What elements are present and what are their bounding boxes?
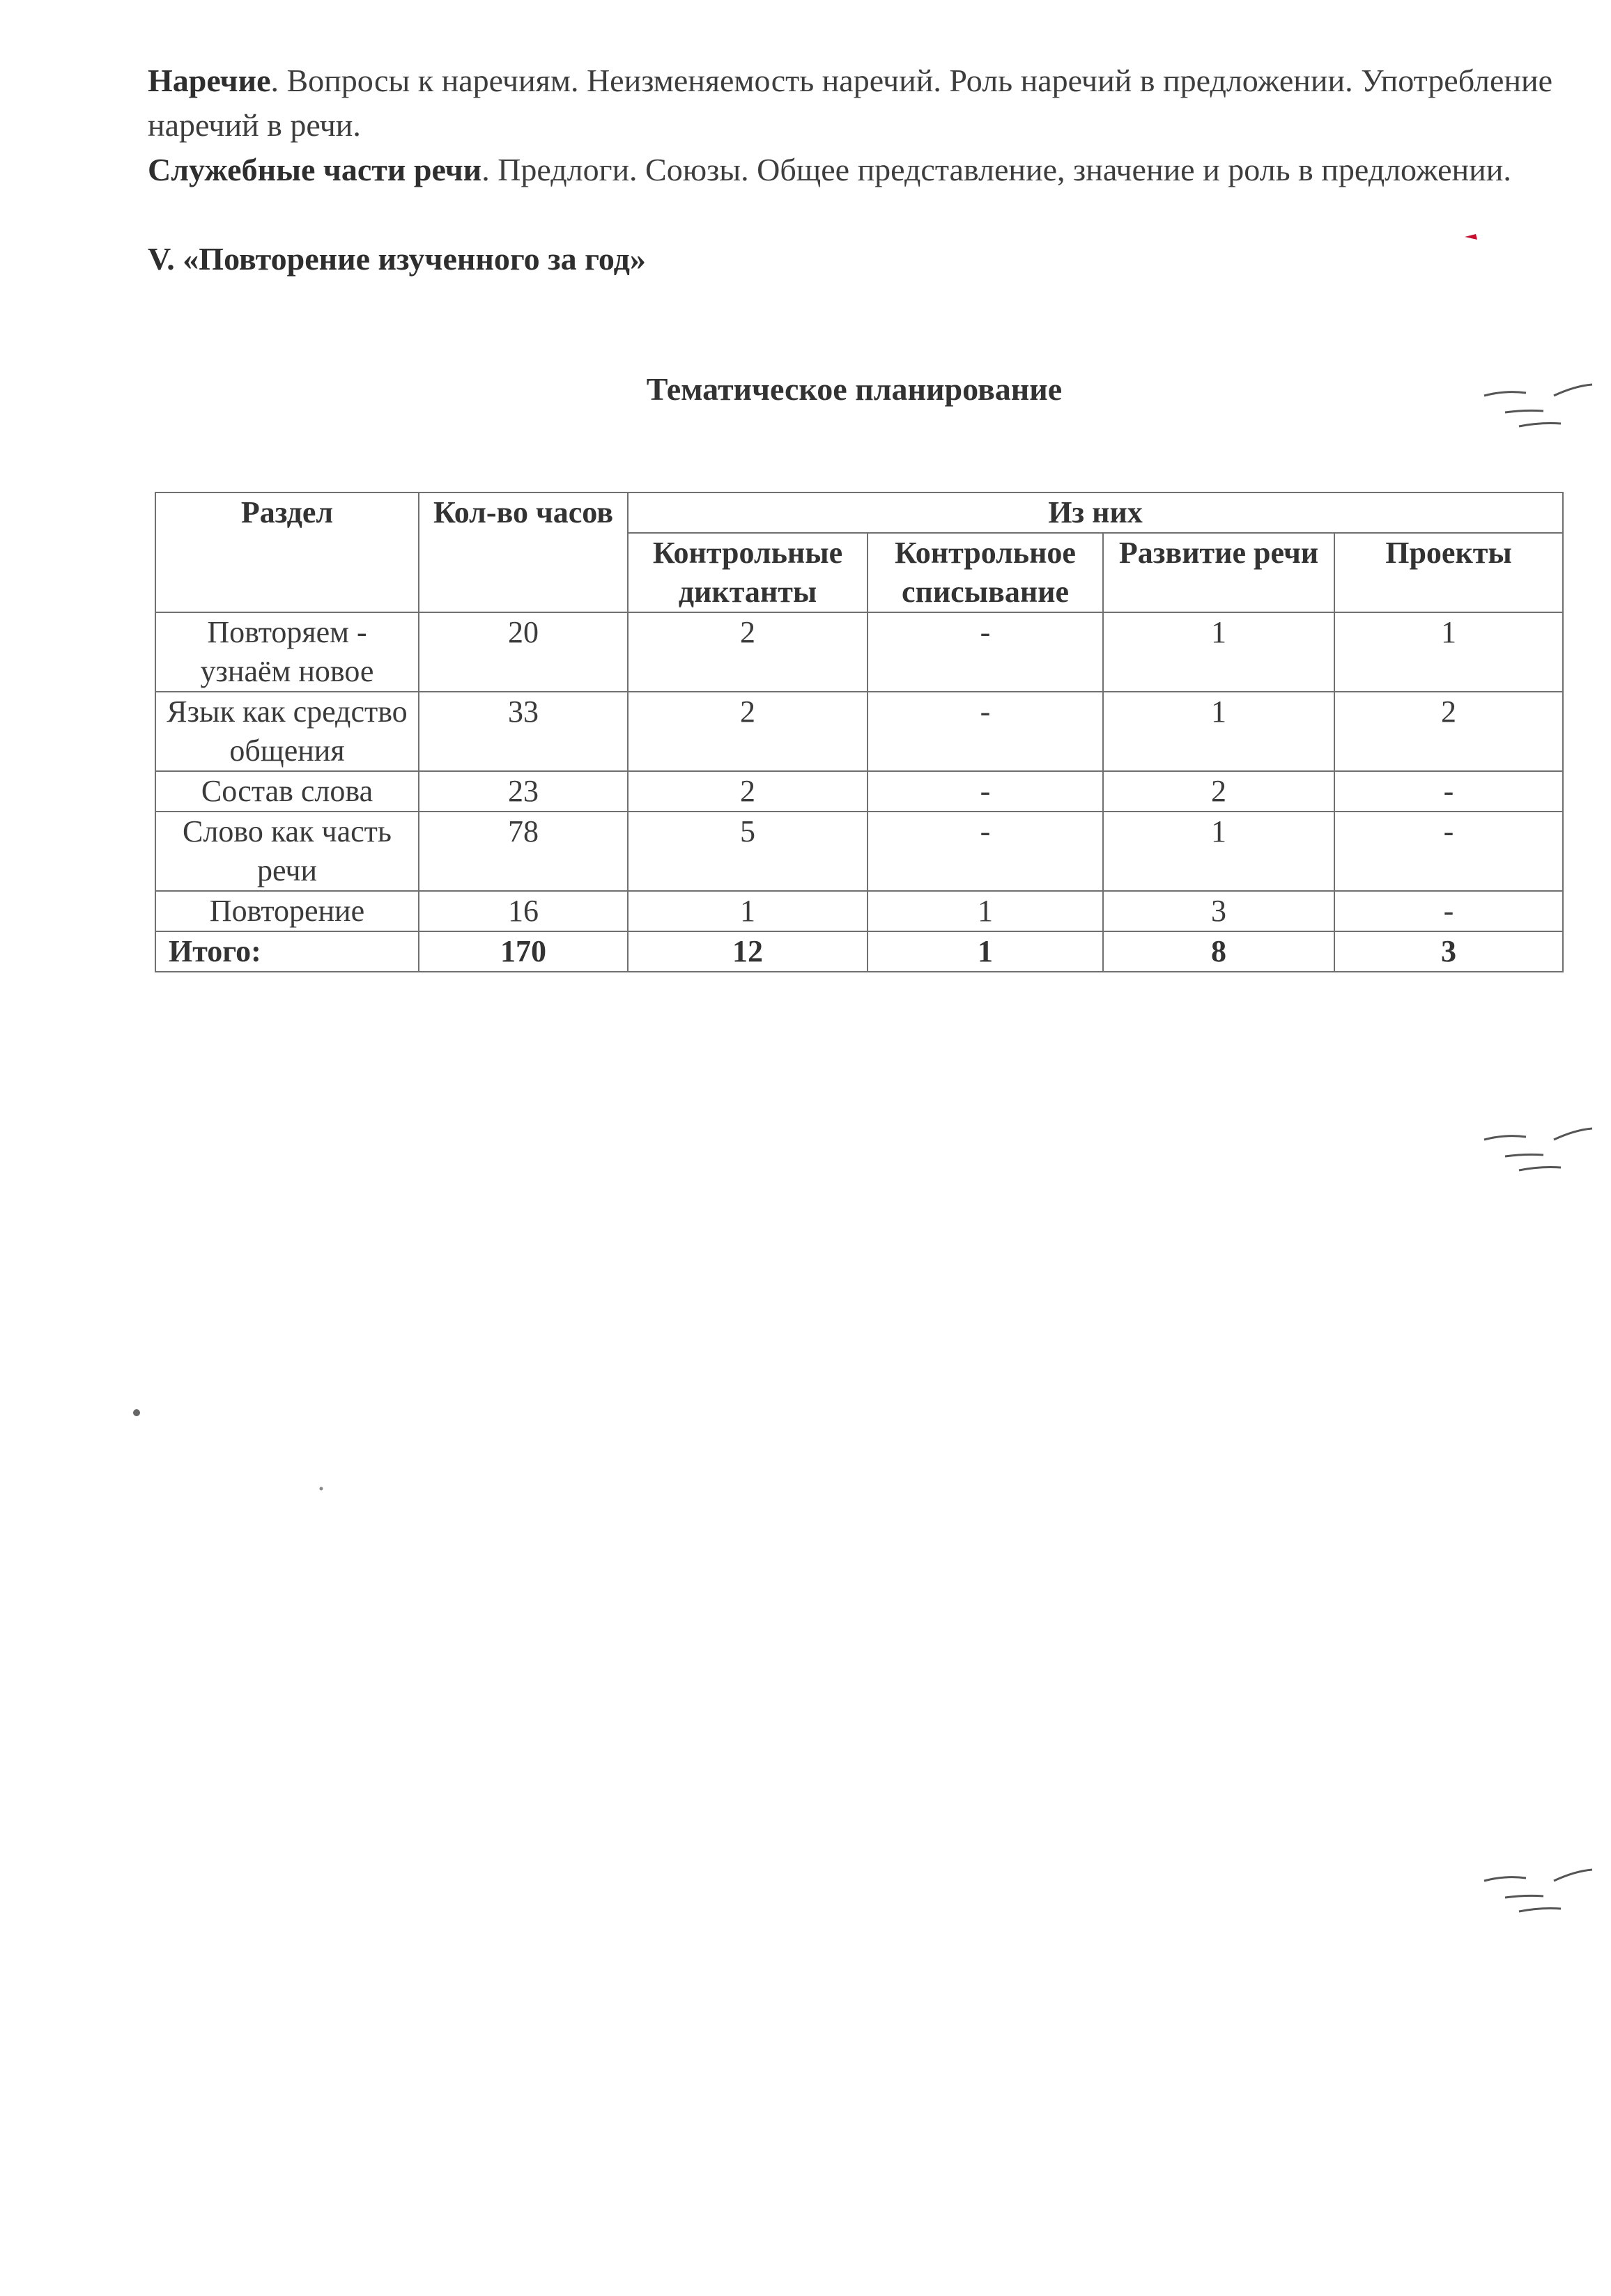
cell-total-label: Итого: xyxy=(155,931,419,972)
cell-dictations: 1 xyxy=(628,891,868,931)
table-total-row xyxy=(155,931,1563,972)
cell-hours: 20 xyxy=(419,612,628,692)
header-copying: Контрольное списывание xyxy=(868,533,1103,612)
cell-total-hours: 170 xyxy=(419,931,628,972)
cell-speech-development: 3 xyxy=(1103,891,1334,931)
table-row xyxy=(155,812,1563,891)
cell-speech-development: 2 xyxy=(1103,771,1334,812)
cell-section: Язык как средство общения xyxy=(155,692,419,771)
cell-section: Состав слова xyxy=(155,771,419,812)
header-hours: Кол-во часов xyxy=(419,492,628,612)
cell-copying: - xyxy=(868,771,1103,812)
cell-total-speech-development: 8 xyxy=(1103,931,1334,972)
paragraph-adverb-heading: Наречие xyxy=(148,63,271,98)
cell-dictations: 2 xyxy=(628,692,868,771)
paragraph-adverb xyxy=(148,59,1569,148)
scan-dot-mark xyxy=(131,1407,142,1418)
cell-speech-development: 1 xyxy=(1103,612,1334,692)
cell-section: Повторяем - узнаём новое xyxy=(155,612,419,692)
table-row xyxy=(155,692,1563,771)
cell-projects: 2 xyxy=(1334,692,1563,771)
cell-projects: 1 xyxy=(1334,612,1563,692)
table-row xyxy=(155,612,1563,692)
cell-projects: - xyxy=(1334,771,1563,812)
scan-squiggle-mark xyxy=(1477,1126,1596,1181)
cell-dictations: 2 xyxy=(628,612,868,692)
header-dictations: Контрольные диктанты xyxy=(628,533,868,612)
header-section: Раздел xyxy=(155,492,419,612)
scan-squiggle-mark xyxy=(1477,382,1596,437)
cell-projects: - xyxy=(1334,891,1563,931)
cell-hours: 78 xyxy=(419,812,628,891)
thematic-plan-table xyxy=(155,492,1564,972)
section-heading-review: V. «Повторение изученного за год» xyxy=(148,241,646,277)
header-projects: Проекты xyxy=(1334,533,1563,612)
paragraph-function-words-heading: Служебные части речи xyxy=(148,152,482,187)
cell-dictations: 5 xyxy=(628,812,868,891)
cell-dictations: 2 xyxy=(628,771,868,812)
cell-total-dictations: 12 xyxy=(628,931,868,972)
cell-hours: 23 xyxy=(419,771,628,812)
cell-section: Слово как часть речи xyxy=(155,812,419,891)
cell-copying: - xyxy=(868,612,1103,692)
cell-copying: - xyxy=(868,692,1103,771)
cell-speech-development: 1 xyxy=(1103,812,1334,891)
cell-hours: 16 xyxy=(419,891,628,931)
red-ink-mark xyxy=(1463,230,1480,244)
cell-projects: - xyxy=(1334,812,1563,891)
cell-speech-development: 1 xyxy=(1103,692,1334,771)
cell-section: Повторение xyxy=(155,891,419,931)
paragraph-function-words-text: . Предлоги. Союзы. Общее представление, значение и роль в предложении. xyxy=(481,152,1511,187)
table-row xyxy=(155,771,1563,812)
cell-hours: 33 xyxy=(419,692,628,771)
cell-total-projects: 3 xyxy=(1334,931,1563,972)
cell-total-copying: 1 xyxy=(868,931,1103,972)
header-speech-development: Развитие речи xyxy=(1103,533,1334,612)
cell-copying: - xyxy=(868,812,1103,891)
header-of-them: Из них xyxy=(628,492,1563,533)
cell-copying: 1 xyxy=(868,891,1103,931)
table-row xyxy=(155,891,1563,931)
scan-squiggle-mark xyxy=(1477,1867,1596,1923)
scan-dot-mark xyxy=(318,1485,325,1492)
paragraph-adverb-text: . Вопросы к наречиям. Неизменяемость наречий. Роль наречий в предложении. Употребление наречий в речи. xyxy=(148,63,1553,143)
page-title: Тематическое планирование xyxy=(646,371,1063,407)
paragraph-function-words xyxy=(148,148,1569,192)
